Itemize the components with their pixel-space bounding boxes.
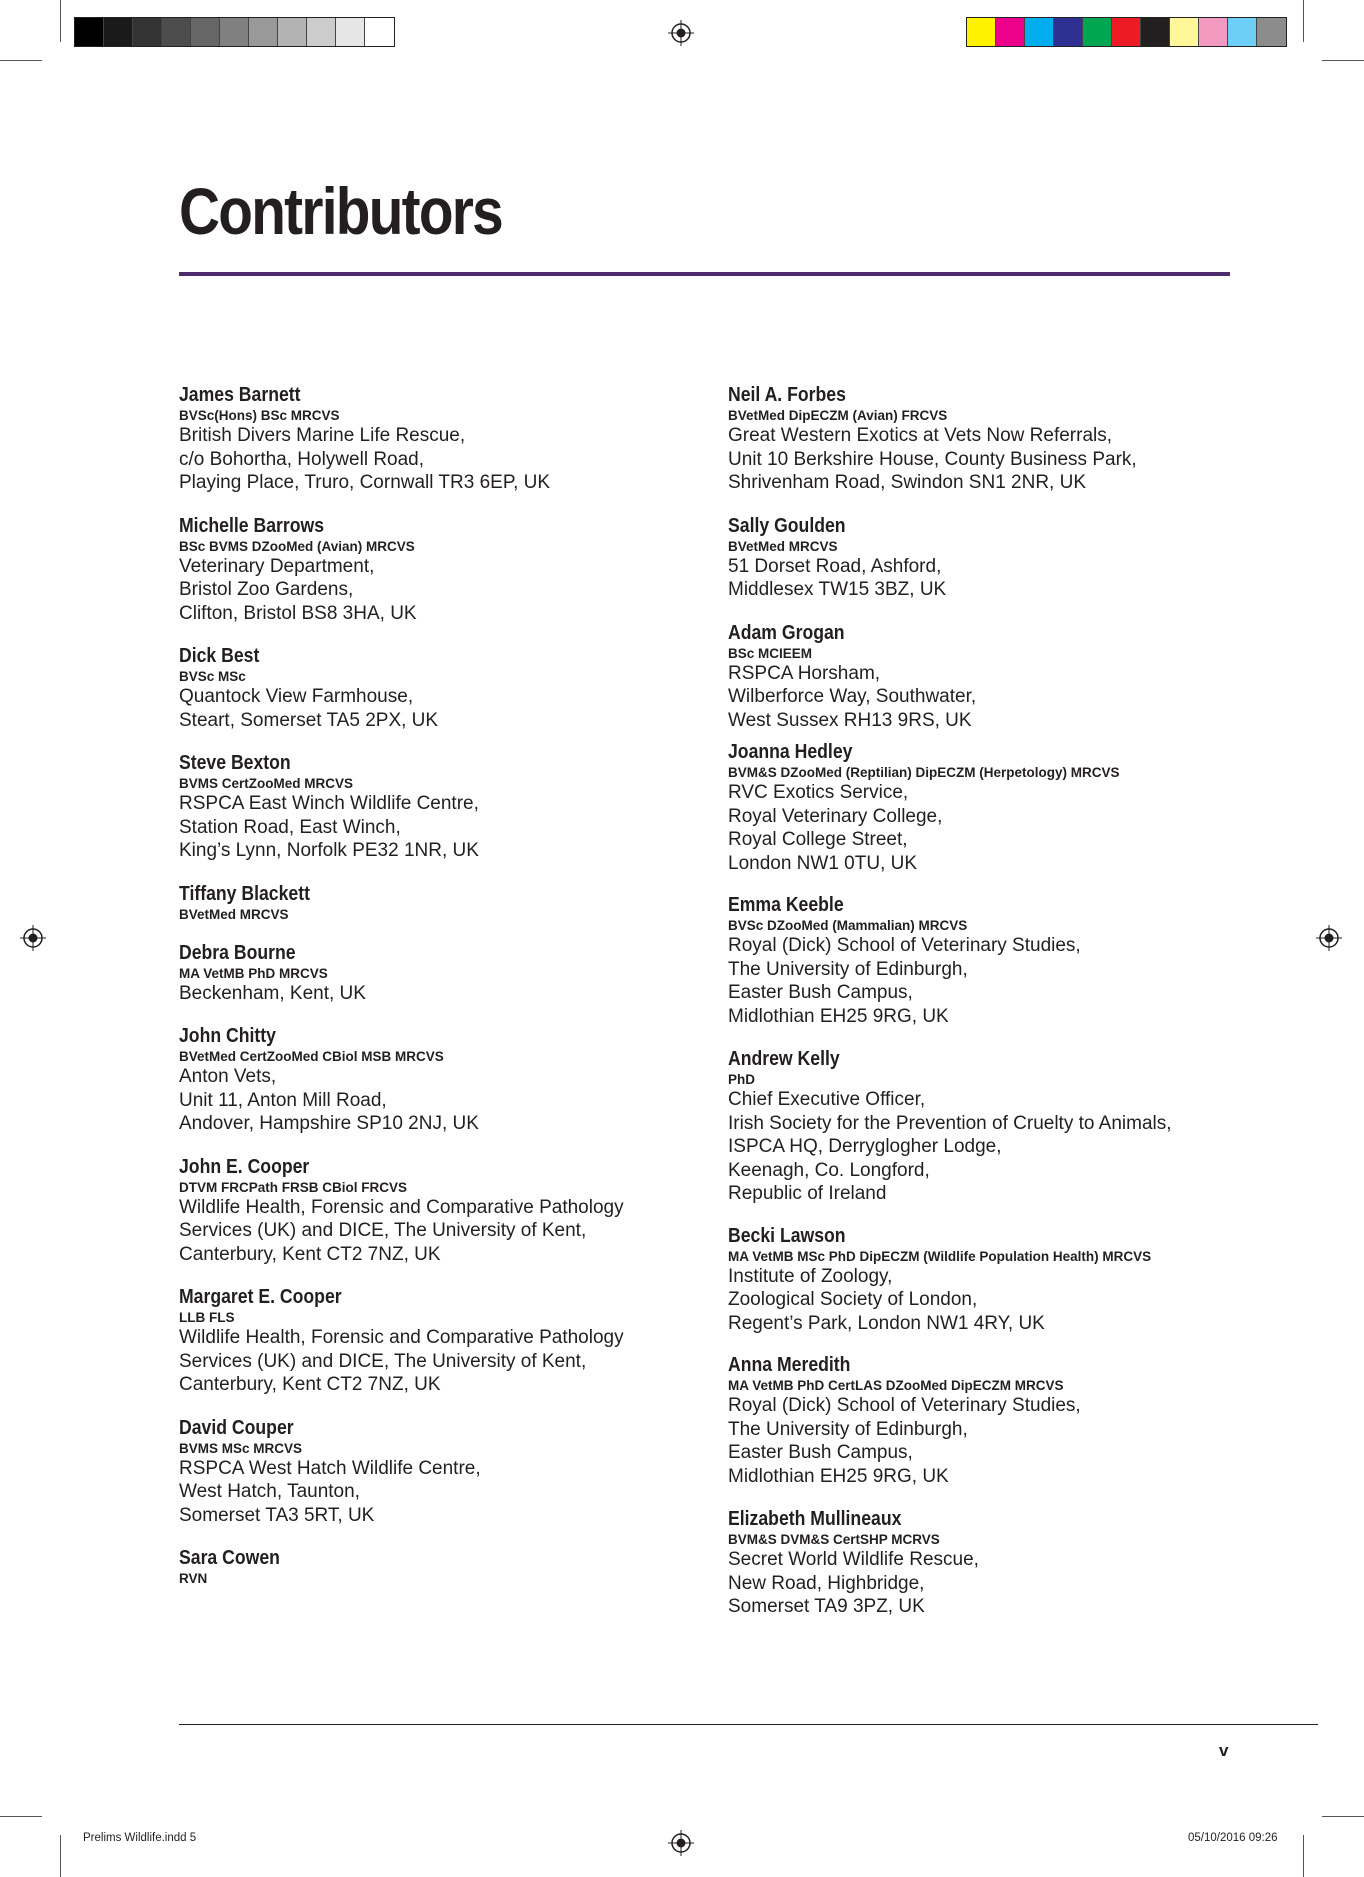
color-swatch <box>278 18 307 46</box>
contributor-address-line: Wildlife Health, Forensic and Comparative Pathology <box>179 1196 624 1218</box>
color-swatch <box>133 18 162 46</box>
color-swatch <box>307 18 336 46</box>
contributor-address-line: Midlothian EH25 9RG, UK <box>728 1005 949 1027</box>
color-swatch <box>220 18 249 46</box>
color-swatch <box>75 18 104 46</box>
contributor-entry <box>179 644 699 732</box>
contributor-entry <box>179 1546 699 1587</box>
color-swatch <box>1141 18 1170 46</box>
contributor-address-line: Irish Society for the Prevention of Cruelty to Animals, <box>728 1112 1172 1134</box>
contributor-name: Andrew Kelly <box>728 1047 840 1070</box>
contributor-address-line: The University of Edinburgh, <box>728 958 968 980</box>
contributor-address-line: Great Western Exotics at Vets Now Referrals, <box>728 425 1113 446</box>
crop-mark <box>0 1816 42 1817</box>
contributor-entry <box>179 1416 699 1528</box>
contributor-entry <box>728 1224 1288 1336</box>
contributor-address-line: Chief Executive Officer, <box>728 1089 926 1110</box>
contributor-address-line: British Divers Marine Life Rescue, <box>179 425 466 446</box>
contributor-address-line: Keenagh, Co. Longford, <box>728 1159 930 1181</box>
contributor-entry <box>728 383 1288 495</box>
contributor-entry <box>728 740 1288 875</box>
contributor-qualifications: DTVM FRCPath FRSB CBiol FRCVS <box>179 1179 407 1195</box>
contributor-qualifications: MA VetMB MSc PhD DipECZM (Wildlife Population Health) MRCVS <box>728 1248 1152 1264</box>
contributor-address-line: Andover, Hampshire SP10 2NJ, UK <box>179 1113 479 1134</box>
contributor-name: John Chitty <box>179 1024 276 1047</box>
contributor-address-line: Wilberforce Way, Southwater, <box>728 686 977 707</box>
process-color-bar <box>966 17 1287 47</box>
contributor-qualifications: BVMS MSc MRCVS <box>179 1440 303 1456</box>
contributor-address-line: Clifton, Bristol BS8 3HA, UK <box>179 602 417 624</box>
contributor-entry <box>728 1353 1288 1488</box>
contributor-address-line: RSPCA West Hatch Wildlife Centre, <box>179 1457 481 1479</box>
registration-mark-icon <box>668 1830 694 1856</box>
contributor-entry <box>179 1155 699 1267</box>
contributor-qualifications: BVSc MSc <box>179 669 246 684</box>
contributor-address-line: Regent’s Park, London NW1 4RY, UK <box>728 1312 1045 1334</box>
color-swatch <box>1112 18 1141 46</box>
contributor-name: Becki Lawson <box>728 1223 846 1247</box>
contributor-name: David Couper <box>179 1415 294 1439</box>
contributor-address-line: West Hatch, Taunton, <box>179 1481 360 1502</box>
crop-mark <box>1322 60 1364 61</box>
contributor-address-line: Canterbury, Kent CT2 7NZ, UK <box>179 1374 441 1395</box>
crop-mark <box>1303 0 1304 42</box>
color-swatch <box>1170 18 1199 46</box>
contributor-address-line: King’s Lynn, Norfolk PE32 1NR, UK <box>179 840 479 861</box>
contributor-address-line: Royal College Street, <box>728 829 908 850</box>
contributor-name: Neil A. Forbes <box>728 383 846 406</box>
contributor-address-line: Unit 10 Berkshire House, County Business Park, <box>728 448 1137 470</box>
contributor-entry <box>179 514 699 626</box>
contributor-address-line: Midlothian EH25 9RG, UK <box>728 1465 949 1487</box>
contributor-address-line: Anton Vets, <box>179 1066 277 1087</box>
crop-mark <box>60 1835 61 1877</box>
contributor-address-line: Zoological Society of London, <box>728 1289 978 1310</box>
contributor-address-line: Royal (Dick) School of Veterinary Studies, <box>728 935 1081 956</box>
contributor-entry <box>728 893 1288 1028</box>
registration-mark-icon <box>20 925 46 951</box>
contributor-address-line: ISPCA HQ, Derryglogher Lodge, <box>728 1136 1002 1157</box>
contributor-address-line: Veterinary Department, <box>179 555 375 577</box>
contributor-address-line: The University of Edinburgh, <box>728 1418 968 1440</box>
contributor-address-line: Station Road, East Winch, <box>179 816 401 838</box>
contributor-name: Elizabeth Mullineaux <box>728 1507 902 1530</box>
contributor-qualifications: MA VetMB PhD CertLAS DZooMed DipECZM MRCVS <box>728 1378 1064 1393</box>
contributor-address-line: Services (UK) and DICE, The University of Kent, <box>179 1350 587 1372</box>
contributors-left-column <box>179 383 699 1587</box>
color-swatch <box>1083 18 1112 46</box>
contributor-address-line: Easter Bush Campus, <box>728 982 913 1003</box>
contributor-address-line: RSPCA Horsham, <box>728 662 881 684</box>
color-swatch <box>162 18 191 46</box>
contributor-name: Margaret E. Cooper <box>179 1285 342 1308</box>
contributor-address-line: Wildlife Health, Forensic and Comparative Pathology <box>179 1327 624 1348</box>
contributor-address-line: Quantock View Farmhouse, <box>179 686 414 707</box>
color-swatch <box>996 18 1025 46</box>
contributor-entry <box>179 751 699 863</box>
contributor-entry <box>179 383 699 495</box>
title-rule <box>179 272 1230 276</box>
contributor-address-line: Easter Bush Campus, <box>728 1442 913 1463</box>
contributor-name: Steve Bexton <box>179 751 291 774</box>
color-swatch <box>1228 18 1257 46</box>
contributor-name: John E. Cooper <box>179 1154 310 1178</box>
contributor-entry <box>728 621 1288 733</box>
contributor-address-line: Services (UK) and DICE, The University of Kent, <box>179 1220 587 1241</box>
color-swatch <box>1025 18 1054 46</box>
crop-mark <box>0 60 42 61</box>
contributor-qualifications: BVetMed MRCVS <box>179 906 289 922</box>
contributor-name: Sally Goulden <box>728 513 846 537</box>
footer-rule <box>179 1724 1318 1725</box>
contributor-qualifications: BSc BVMS DZooMed (Avian) MRCVS <box>179 538 415 554</box>
contributor-name: Debra Bourne <box>179 940 296 964</box>
crop-mark <box>1322 1816 1364 1817</box>
contributor-name: Dick Best <box>179 644 260 667</box>
contributor-address-line: Royal Veterinary College, <box>728 805 943 827</box>
contributor-address-line: West Sussex RH13 9RS, UK <box>728 709 972 731</box>
color-swatch <box>967 18 996 46</box>
contributor-address-line: Shrivenham Road, Swindon SN1 2NR, UK <box>728 472 1087 493</box>
color-swatch <box>1054 18 1083 46</box>
contributor-name: Sara Cowen <box>179 1546 280 1569</box>
contributor-qualifications: MA VetMB PhD MRCVS <box>179 965 328 981</box>
page-number: v <box>1219 1741 1229 1760</box>
contributor-address-line: Playing Place, Truro, Cornwall TR3 6EP, UK <box>179 472 551 493</box>
contributor-address-line: Steart, Somerset TA5 2PX, UK <box>179 709 439 731</box>
contributor-entry <box>728 514 1288 602</box>
color-swatch <box>365 18 394 46</box>
contributors-right-column <box>728 383 1288 1619</box>
contributor-qualifications: LLB FLS <box>179 1310 235 1325</box>
contributor-name: Anna Meredith <box>728 1353 851 1376</box>
contributor-address-line: Canterbury, Kent CT2 7NZ, UK <box>179 1243 441 1265</box>
contributor-name: Michelle Barrows <box>179 513 325 537</box>
contributor-entry <box>728 1507 1288 1619</box>
contributor-qualifications: BVSc DZooMed (Mammalian) MRCVS <box>728 918 968 933</box>
contributor-qualifications: BVetMed CertZooMed CBiol MSB MRCVS <box>179 1049 444 1064</box>
slug-filename: Prelims Wildlife.indd 5 <box>83 1832 197 1844</box>
contributor-qualifications: BVetMed MRCVS <box>728 538 838 554</box>
contributor-address-line: London NW1 0TU, UK <box>728 852 918 874</box>
contributor-entry <box>728 1047 1288 1206</box>
contributor-qualifications: BSc MCIEEM <box>728 645 813 661</box>
contributor-address-line: Somerset TA3 5RT, UK <box>179 1504 375 1526</box>
contributor-address-line: RSPCA East Winch Wildlife Centre, <box>179 793 479 814</box>
color-swatch <box>249 18 278 46</box>
contributor-qualifications: BVM&S DVM&S CertSHP MCRVS <box>728 1532 940 1547</box>
color-swatch <box>1199 18 1228 46</box>
contributor-address-line: Royal (Dick) School of Veterinary Studies, <box>728 1395 1081 1416</box>
contributor-qualifications: BVetMed DipECZM (Avian) FRCVS <box>728 408 948 423</box>
contributor-name: Tiffany Blackett <box>179 881 310 905</box>
contributor-entry <box>179 882 699 923</box>
contributor-address-line: Secret World Wildlife Rescue, <box>728 1549 979 1570</box>
contributor-address-line: c/o Bohortha, Holywell Road, <box>179 448 425 470</box>
color-swatch <box>336 18 365 46</box>
contributor-qualifications: RVN <box>179 1571 208 1586</box>
contributor-qualifications: BVMS CertZooMed MRCVS <box>179 776 354 791</box>
contributor-name: Emma Keeble <box>728 893 844 916</box>
contributor-name: Adam Grogan <box>728 620 845 644</box>
contributor-address-line: Bristol Zoo Gardens, <box>179 579 354 600</box>
contributor-address-line: RVC Exotics Service, <box>728 782 909 803</box>
contributor-address-line: Beckenham, Kent, UK <box>179 982 366 1004</box>
registration-mark-icon <box>1316 925 1342 951</box>
registration-mark-icon <box>668 20 694 46</box>
contributor-entry <box>179 941 699 1006</box>
color-swatch <box>191 18 220 46</box>
contributor-address-line: Middlesex TW15 3BZ, UK <box>728 579 947 600</box>
slug-date: 05/10/2016 09:26 <box>1188 1832 1278 1844</box>
contributor-name: Joanna Hedley <box>728 740 853 763</box>
color-swatch <box>1257 18 1286 46</box>
contributor-name: James Barnett <box>179 383 301 406</box>
crop-mark <box>60 0 61 42</box>
page-title: Contributors <box>179 174 503 248</box>
color-swatch <box>104 18 133 46</box>
contributor-address-line: Somerset TA9 3PZ, UK <box>728 1596 925 1617</box>
crop-mark <box>1303 1835 1304 1877</box>
contributor-qualifications: PhD <box>728 1072 755 1087</box>
grayscale-color-bar <box>74 17 395 47</box>
contributor-qualifications: BVSc(Hons) BSc MRCVS <box>179 408 340 423</box>
contributor-address-line: New Road, Highbridge, <box>728 1572 925 1594</box>
contributor-entry <box>179 1024 699 1136</box>
contributor-entry <box>179 1285 699 1397</box>
contributor-qualifications: BVM&S DZooMed (Reptilian) DipECZM (Herpetology) MRCVS <box>728 765 1120 780</box>
contributor-address-line: Unit 11, Anton Mill Road, <box>179 1089 387 1111</box>
contributor-address-line: Republic of Ireland <box>728 1183 887 1204</box>
contributor-address-line: Institute of Zoology, <box>728 1265 893 1287</box>
contributor-address-line: 51 Dorset Road, Ashford, <box>728 555 942 577</box>
